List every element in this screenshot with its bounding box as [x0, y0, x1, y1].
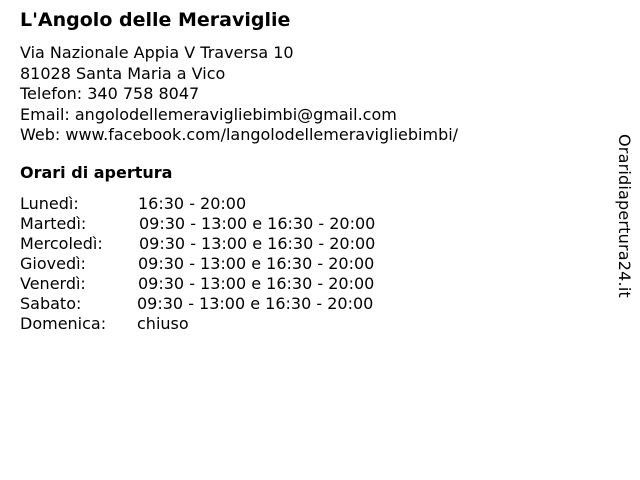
site-watermark: Oraridiapertura24.it	[615, 134, 634, 298]
web-line[interactable]: Web: www.facebook.com/langolodellemeravigliebimbi/	[20, 125, 459, 144]
day-hours: 09:30 - 13:00 e 16:30 - 20:00	[138, 254, 375, 273]
day-hours: chiuso	[137, 314, 189, 333]
day-hours: 09:30 - 13:00 e 16:30 - 20:00	[138, 274, 375, 293]
day-hours: 09:30 - 13:00 e 16:30 - 20:00	[139, 214, 376, 233]
address-line: Via Nazionale Appia V Traversa 10	[20, 43, 294, 62]
contact-block	[20, 43, 458, 146]
day-hours: 09:30 - 13:00 e 16:30 - 20:00	[139, 234, 376, 253]
day-label: Mercoledì:	[20, 234, 103, 253]
day-label: Venerdì:	[20, 274, 86, 293]
email-line[interactable]: Email: angolodellemeravigliebimbi@gmail.com	[20, 104, 397, 124]
city-line: 81028 Santa Maria a Vico	[20, 63, 226, 83]
day-label: Martedì:	[20, 214, 87, 233]
day-label: Domenica:	[20, 314, 107, 333]
day-label: Giovedì:	[20, 254, 86, 273]
hours-heading: Orari di apertura	[20, 163, 173, 182]
day-label: Sabato:	[20, 294, 82, 313]
business-name: L'Angolo delle Meraviglie	[20, 9, 291, 31]
day-label: Lunedì:	[20, 194, 79, 213]
phone-line[interactable]: Telefon: 340 758 8047	[20, 84, 200, 103]
day-hours: 09:30 - 13:00 e 16:30 - 20:00	[137, 294, 374, 313]
day-hours: 16:30 - 20:00	[138, 194, 247, 213]
